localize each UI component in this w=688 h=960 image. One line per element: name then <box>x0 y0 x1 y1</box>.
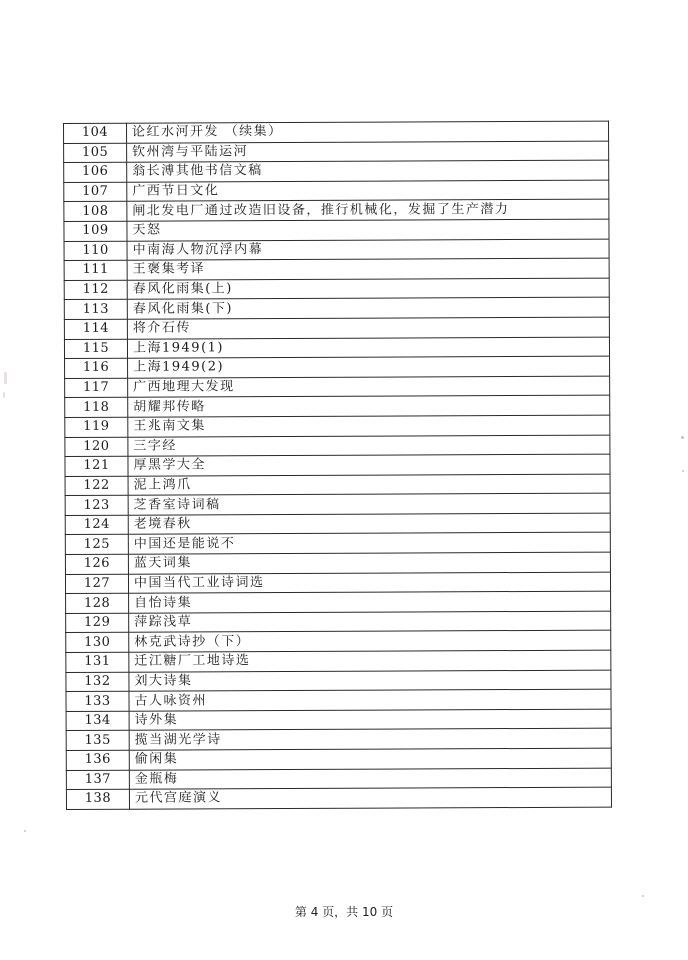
row-number-cell: 114 <box>64 319 127 339</box>
table-row <box>65 395 610 417</box>
row-number-cell: 124 <box>65 515 128 535</box>
book-title-cell: 胡耀邦传略 <box>128 395 610 417</box>
table-row <box>64 180 609 202</box>
book-title-cell: 中国当代工业诗词选 <box>128 572 610 594</box>
book-title-cell: 元代宫庭演义 <box>129 787 611 809</box>
row-number-cell: 119 <box>65 417 128 437</box>
row-number-cell: 133 <box>66 691 129 711</box>
book-title-cell: 自怡诗集 <box>129 591 611 613</box>
page-footer: 第 4 页，共 10 页 <box>294 905 394 919</box>
table-row <box>64 258 609 280</box>
row-number-cell: 126 <box>65 554 128 574</box>
book-title-cell: 迁江糖厂工地诗选 <box>129 650 611 672</box>
table-row <box>65 376 610 398</box>
row-number-cell: 108 <box>64 202 127 222</box>
book-title-cell: 广西节日文化 <box>127 180 609 202</box>
row-number-cell: 106 <box>64 162 127 182</box>
table-row <box>64 160 609 182</box>
row-number-cell: 130 <box>66 633 129 653</box>
book-title-cell: 钦州湾与平陆运河 <box>127 141 609 163</box>
table-row <box>66 631 611 653</box>
table-row <box>64 121 609 143</box>
row-number-cell: 104 <box>64 123 127 143</box>
table-row <box>65 533 610 555</box>
table-row <box>65 356 610 378</box>
book-title-cell: 厚黑学大全 <box>128 454 610 476</box>
book-title-cell: 萍踪浅草 <box>129 611 611 633</box>
table-row <box>66 591 611 613</box>
book-title-cell: 上海1949(2) <box>128 356 610 378</box>
table-row <box>64 337 609 359</box>
table-row <box>64 278 609 300</box>
book-title-cell: 春风化雨集(下) <box>127 297 609 319</box>
book-title-cell: 将介石传 <box>127 317 609 339</box>
table-row <box>65 474 610 496</box>
row-number-cell: 115 <box>64 339 127 359</box>
table-row <box>65 435 610 457</box>
book-title-cell: 诗外集 <box>129 709 611 731</box>
row-number-cell: 122 <box>65 476 128 496</box>
table-row <box>66 689 611 711</box>
book-title-cell: 林克武诗抄（下） <box>129 631 611 653</box>
row-number-cell: 132 <box>66 672 129 692</box>
book-title-cell: 广西地理大发现 <box>128 376 610 398</box>
book-title-cell: 三字经 <box>128 435 610 457</box>
scan-speck <box>681 436 684 439</box>
row-number-cell: 135 <box>66 731 129 751</box>
row-number-cell: 120 <box>65 437 128 457</box>
table-row <box>65 493 610 515</box>
row-number-cell: 138 <box>66 789 129 809</box>
table-row <box>65 454 610 476</box>
book-title-cell: 偷闲集 <box>129 748 611 770</box>
row-number-cell: 128 <box>66 593 129 613</box>
row-number-cell: 117 <box>65 378 128 398</box>
book-title-cell: 中南海人物沉浮内幕 <box>127 239 609 261</box>
scan-speck <box>642 895 644 897</box>
row-number-cell: 134 <box>66 711 129 731</box>
table-row <box>66 787 611 809</box>
table-row <box>64 141 609 163</box>
table-row <box>66 748 611 770</box>
table-row <box>65 552 610 574</box>
book-title-cell: 闸北发电厂通过改造旧设备，推行机械化，发掘了生产潜力 <box>127 199 609 221</box>
book-title-cell: 翁长溥其他书信文稿 <box>127 160 609 182</box>
table-row <box>66 670 611 692</box>
row-number-cell: 116 <box>65 358 128 378</box>
scan-speck <box>682 470 684 472</box>
book-title-cell: 古人咏资州 <box>129 689 611 711</box>
row-number-cell: 136 <box>66 750 129 770</box>
book-title-cell: 揽当湖光学诗 <box>129 729 611 751</box>
row-number-cell: 109 <box>64 221 127 241</box>
row-number-cell: 113 <box>64 300 127 320</box>
book-title-cell: 论红水河开发 （续集） <box>127 121 609 143</box>
row-number-cell: 107 <box>64 182 127 202</box>
book-title-cell: 上海1949(1) <box>127 337 609 359</box>
row-number-cell: 112 <box>64 280 127 300</box>
table-row <box>66 650 611 672</box>
row-number-cell: 125 <box>65 535 128 555</box>
table-row <box>65 513 610 535</box>
table-row <box>64 199 609 221</box>
row-number-cell: 111 <box>64 260 127 280</box>
row-number-cell: 118 <box>65 398 128 418</box>
table-body <box>64 121 612 809</box>
table-row <box>66 611 611 633</box>
table-row <box>66 768 611 790</box>
row-number-cell: 121 <box>65 456 128 476</box>
book-title-cell: 金瓶梅 <box>129 768 611 790</box>
row-number-cell: 105 <box>64 143 127 163</box>
row-number-cell: 127 <box>65 574 128 594</box>
book-title-cell: 芝香室诗词稿 <box>128 493 610 515</box>
book-title-cell: 王褒集考译 <box>127 258 609 280</box>
table-row <box>64 239 609 261</box>
row-number-cell: 131 <box>66 652 129 672</box>
book-title-cell: 刘大诗集 <box>129 670 611 692</box>
book-title-cell: 王兆南文集 <box>128 415 610 437</box>
table-row <box>66 709 611 731</box>
table-row <box>66 729 611 751</box>
book-title-cell: 春风化雨集(上) <box>127 278 609 300</box>
table-row <box>65 572 610 594</box>
row-number-cell: 123 <box>65 496 128 516</box>
row-number-cell: 129 <box>66 613 129 633</box>
book-title-cell: 蓝天词集 <box>128 552 610 574</box>
row-number-cell: 110 <box>64 241 127 261</box>
book-title-cell: 中国还是能说不 <box>128 533 610 555</box>
scan-speck <box>24 830 26 832</box>
book-list-table <box>63 121 612 810</box>
table-row <box>64 219 609 241</box>
book-title-cell: 天怒 <box>127 219 609 241</box>
scan-smudge <box>4 372 7 384</box>
table-row <box>64 297 609 319</box>
book-title-cell: 老境春秋 <box>128 513 610 535</box>
table-row <box>65 415 610 437</box>
scan-smudge <box>3 392 5 398</box>
table-row <box>64 317 609 339</box>
row-number-cell: 137 <box>66 770 129 790</box>
book-title-cell: 泥上鸿爪 <box>128 474 610 496</box>
